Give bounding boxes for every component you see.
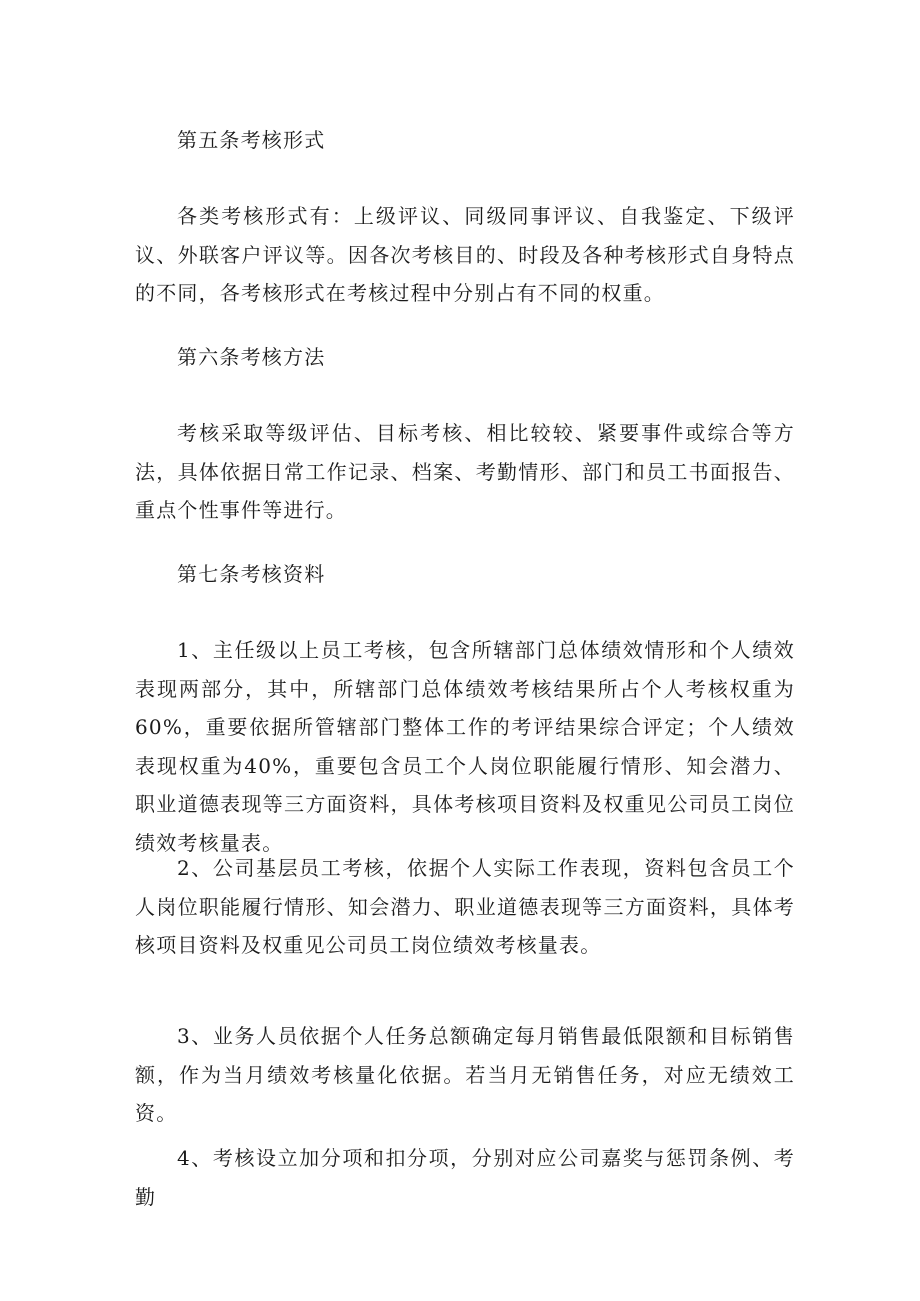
paragraph-item-4: 4、考核设立加分项和扣分项，分别对应公司嘉奖与惩罚条例、考勤 xyxy=(135,1146,795,1209)
paragraph-assessment-methods: 考核采取等级评估、目标考核、相比较较、紧要事件或综合等方法，具体依据日常工作记录、档案、考勤情形、部门和员工书面报告、重点个性事件等进行。 xyxy=(135,421,795,522)
section-heading-6: 第六条考核方法 xyxy=(177,345,326,369)
section-heading-5: 第五条考核形式 xyxy=(177,128,326,152)
paragraph-item-1: 1、主任级以上员工考核，包含所辖部门总体绩效情形和个人绩效表现两部分，其中，所辖部门总体绩效考核结果所占个人考核权重为60%，重要依据所管辖部门整体工作的考评结果综合评定；个人绩效表现权重为40%，重要包含员工个人岗位职能履行情形、知会潜力、职业道德表现等三方面资料，具体考核项目资料及权重见公司员工岗位绩效考核量表。 xyxy=(135,638,795,855)
paragraph-assessment-forms: 各类考核形式有：上级评议、同级同事评议、自我鉴定、下级评议、外联客户评议等。因各次考核目的、时段及各种考核形式自身特点的不同，各考核形式在考核过程中分别占有不同的权重。 xyxy=(135,204,795,305)
section-heading-7: 第七条考核资料 xyxy=(177,562,326,586)
paragraph-item-3: 3、业务人员依据个人任务总额确定每月销售最低限额和目标销售额，作为当月绩效考核量化依据。若当月无销售任务，对应无绩效工资。 xyxy=(135,1024,795,1125)
paragraph-item-2: 2、公司基层员工考核，依据个人实际工作表现，资料包含员工个人岗位职能履行情形、知会潜力、职业道德表现等三方面资料，具体考核项目资料及权重见公司员工岗位绩效考核量表。 xyxy=(135,856,795,957)
